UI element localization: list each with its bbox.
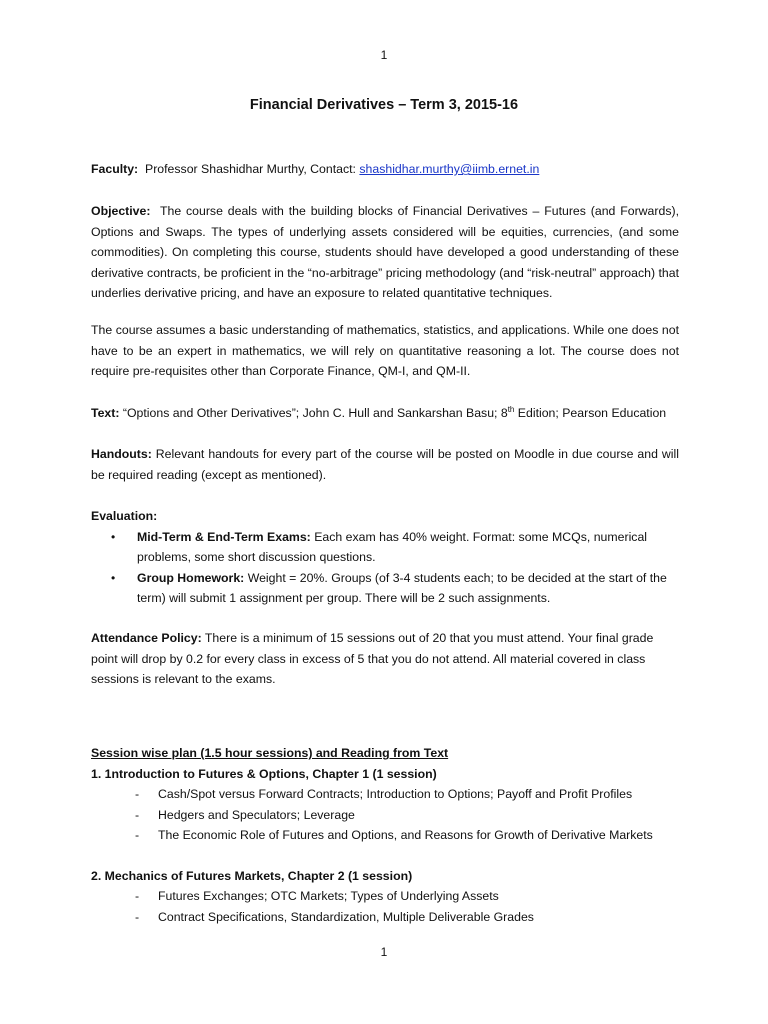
assumptions-text: The course assumes a basic understanding of mathematics, statistics, and applications. While one does not have to be an expert in mathematics, we will rely on quantitative reasoning a lot. The course does not require pre-requisites other than Corporate Finance, QM-I, and QM-II. (91, 323, 679, 378)
faculty-label: Faculty: (91, 162, 139, 176)
page-number-bottom: 1 (380, 945, 388, 959)
list-item (91, 805, 679, 826)
attendance-text: There is a minimum of 15 sessions out of 20 that you must attend. Your final grade point will drop by 0.2 for every class in excess of 5 that you do not attend. All material covered in class sessions is relevant to the exams. (91, 631, 654, 686)
objective-text: The course deals with the building blocks of Financial Derivatives – Futures (and Forwards), Options and Swaps. The types of underlying assets considered will be equities, currencies, (and some commodities). On completing this course, students should have developed a good understanding of these derivative contracts, be proficient in the “no-arbitrage” pricing methodology (and “risk-neutral” approach) that underlies derivative pricing, and have an exposure to related quantitative techniques. (91, 204, 679, 300)
faculty-line (91, 159, 679, 180)
session-plan (91, 743, 679, 927)
dash-icon: - (135, 889, 140, 903)
dash-icon: - (135, 787, 140, 801)
attendance-label: Attendance Policy: (91, 631, 202, 645)
text-book-a: “Options and Other Derivatives”; John C. Hull and Sankarshan Basu; 8 (122, 406, 508, 420)
document-title: Financial Derivatives – Term 3, 2015-16 (249, 97, 519, 113)
bullet-icon: • (111, 570, 116, 585)
evaluation-item-text: Weight = 20%. Groups (of 3-4 students each; to be decided at the start of the term) will submit 1 assignment per group. There will be 2 such assignments. (137, 570, 667, 605)
faculty-email-link[interactable]: shashidhar.murthy@iimb.ernet.in (359, 162, 540, 176)
list-item (91, 886, 679, 907)
objective-label: Objective: (91, 204, 151, 218)
session-items (91, 784, 679, 846)
text-reference (91, 403, 679, 424)
evaluation-item-label: Group Homework: (137, 570, 245, 585)
evaluation-label: Evaluation: (91, 509, 158, 523)
handouts-section (91, 444, 679, 485)
list-item (91, 907, 679, 928)
text-book-b: Edition; Pearson Education (514, 406, 667, 420)
evaluation-item-text: Each exam has 40% weight. Format: some MCQs, numerical problems, some short discussion questions. (137, 529, 648, 564)
session-item-text: Cash/Spot versus Forward Contracts; Introduction to Options; Payoff and Profit Profiles (158, 787, 633, 801)
session-item-text: Futures Exchanges; OTC Markets; Types of Underlying Assets (158, 889, 499, 903)
objective-section (91, 201, 679, 304)
text-label: Text: (91, 406, 120, 420)
evaluation-item-label: Mid-Term & End-Term Exams: (137, 529, 311, 544)
evaluation-section (91, 506, 679, 609)
session-plan-heading: Session wise plan (1.5 hour sessions) and Reading from Text (91, 746, 449, 760)
session-heading: 2. Mechanics of Futures Markets, Chapter 2 (1 session) (91, 868, 413, 883)
list-item (91, 784, 679, 805)
session-heading: 1. 1ntroduction to Futures & Options, Chapter 1 (1 session) (91, 766, 437, 781)
session-items (91, 886, 679, 927)
dash-icon: - (135, 828, 140, 842)
bullet-icon: • (111, 529, 116, 544)
session-item-text: The Economic Role of Futures and Options, and Reasons for Growth of Derivative Markets (158, 828, 653, 842)
dash-icon: - (135, 807, 140, 822)
session-item-text: Hedgers and Speculators; Leverage (158, 807, 355, 822)
handouts-label: Handouts: (91, 447, 152, 461)
faculty-text: Professor Shashidhar Murthy, Contact: (145, 162, 356, 176)
page-number-top: 1 (380, 48, 388, 62)
text-book-sup: th (507, 404, 515, 414)
list-item (91, 568, 679, 609)
dash-icon: - (135, 909, 140, 924)
list-item (91, 527, 679, 568)
evaluation-list (91, 527, 679, 609)
list-item (91, 825, 679, 846)
attendance-section (91, 628, 679, 690)
assumptions-section (91, 320, 679, 382)
session-item-text: Contract Specifications, Standardization, Multiple Deliverable Grades (158, 909, 534, 924)
handouts-text: Relevant handouts for every part of the course will be posted on Moodle in due course and will be required reading (except as mentioned). (91, 447, 679, 482)
